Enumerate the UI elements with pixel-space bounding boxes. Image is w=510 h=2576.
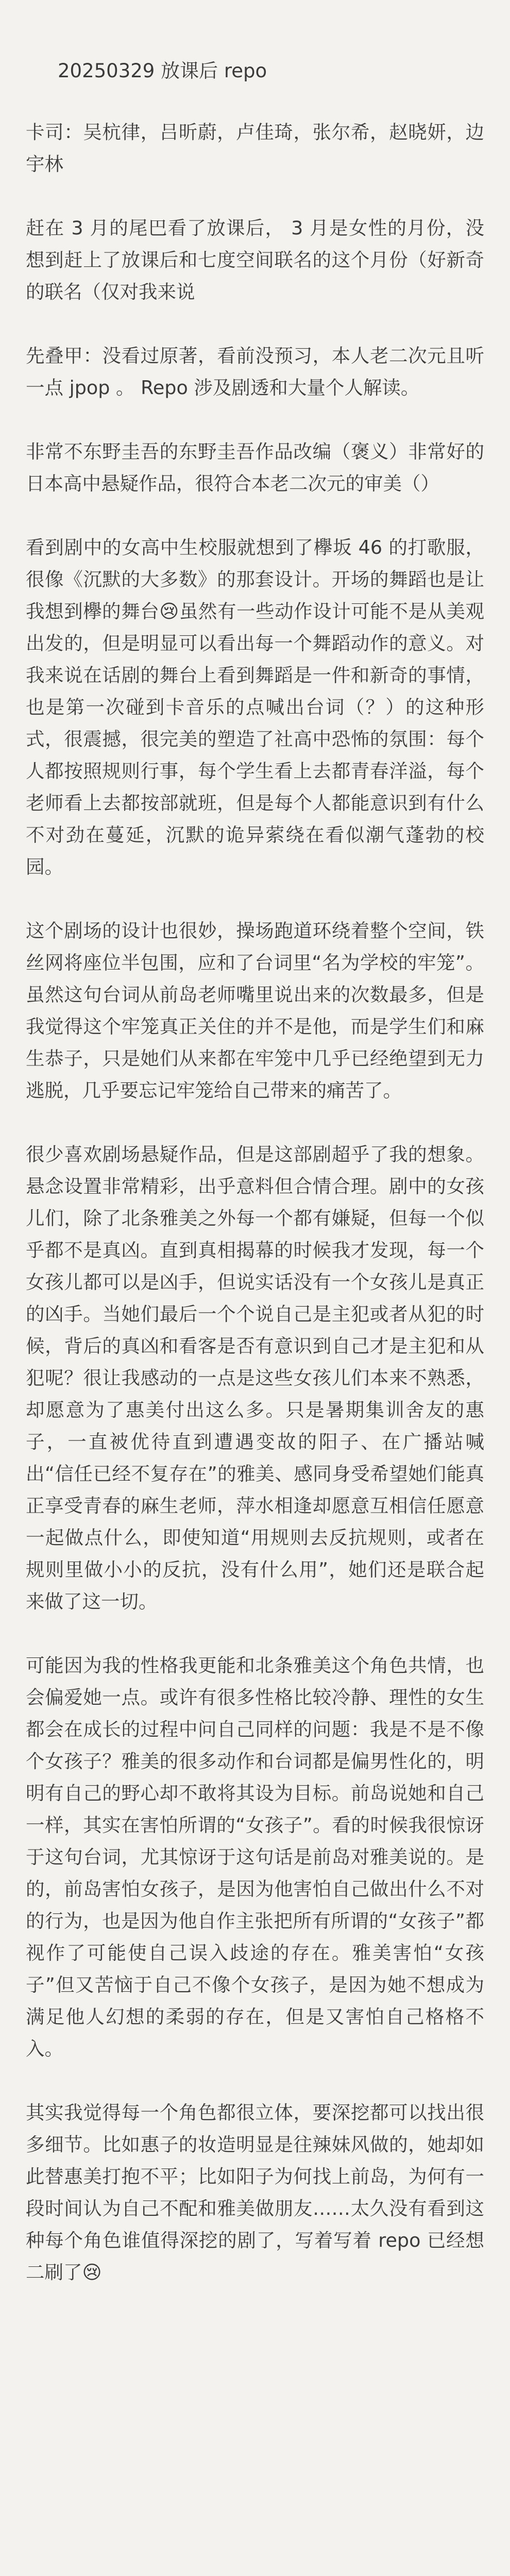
note-paragraph: 看到剧中的女高中生校服就想到了欅坂 46 的打歌服，很像《沉默的大多数》的那套设计。开场的舞蹈也是让我想到欅的舞台😢虽然有一些动作设计可能不是从美观出发的，但是明显可以看出每一个舞蹈动作的意义。对我来说在话剧的舞台上看到舞蹈是一件和新奇的事情，也是第一次碰到卡音乐的点喊出台词（？）的这种形式，很震撼，很完美的塑造了社高中恐怖的氛围：每个人都按照规则行事，每个学生看上去都青春洋溢，每个老师看上去都按部就班，但是每个人都能意识到有什么不对劲在蔓延，沉默的诡异萦绕在看似潮气蓬勃的校园。 — [26, 536, 484, 878]
note-paragraph: 非常不东野圭吾的东野圭吾作品改编（褒义）非常好的日本高中悬疑作品，很符合本老二次元的审美（） — [26, 440, 484, 495]
note-paragraph: 先叠甲：没看过原著，看前没预习，本人老二次元且听一点 jpop 。 Repo 涉及剧透和大量个人解读。 — [26, 345, 484, 399]
note-paragraph: 可能因为我的性格我更能和北条雅美这个角色共情，也会偏爱她一点。或许有很多性格比较冷静、理性的女生都会在成长的过程中问自己同样的问题：我是不是不像个女孩子？雅美的很多动作和台词都是偏男性化的，明明有自己的野心却不敢将其设为目标。前岛说她和自己一样，其实在害怕所谓的“女孩子”。看的时候我很惊讶于这句台词，尤其惊讶于这句话是前岛对雅美说的。是的，前岛害怕女孩子，是因为他害怕自己做出什么不对的行为，也是因为他自作主张把所有所谓的“女孩子”都视作了可能使自己误入歧途的存在。雅美害怕“女孩子”但又苦恼于自己不像个女孩子，是因为她不想成为满足他人幻想的柔弱的存在，但是又害怕自己格格不入。 — [26, 1654, 484, 2060]
note-paragraph-cast: 卡司：吴杭律，吕昕蔚，卢佳琦，张尔希，赵晓妍，边宇林 — [26, 121, 484, 175]
note-body — [26, 0, 484, 2320]
note-paragraph: 其实我觉得每一个角色都很立体，要深挖都可以找出很多细节。比如惠子的妆造明显是往辣妹风做的，她却如此替惠美打抱不平；比如阳子为何找上前岛，为何有一段时间认为自己不配和雅美做朋友……太久没有看到这种每个角色谁值得深挖的剧了，写着写着 repo 已经想二刷了😢 — [26, 2102, 484, 2283]
note-paragraph: 这个剧场的设计也很妙，操场跑道环绕着整个空间，铁丝网将座位半包围，应和了台词里“名为学校的牢笼”。虽然这句台词从前岛老师嘴里说出来的次数最多，但是我觉得这个牢笼真正关住的并不是他，而是学生们和麻生恭子，只是她们从来都在牢笼中几乎已经绝望到无力逃脱，几乎要忘记牢笼给自己带来的痛苦了。 — [26, 920, 484, 1101]
note-paragraph: 很少喜欢剧场悬疑作品，但是这部剧超乎了我的想象。悬念设置非常精彩，出乎意料但合情合理。剧中的女孩儿们，除了北条雅美之外每一个都有嫌疑，但每一个似乎都不是真凶。直到真相揭幕的时候我才发现，每一个女孩儿都可以是凶手，但说实话没有一个女孩儿是真正的凶手。当她们最后一个个说自己是主犯或者从犯的时候，背后的真凶和看客是否有意识到自己才是主犯和从犯呢？很让我感动的一点是这些女孩儿们本来不熟悉，却愿意为了惠美付出这么多。只是暑期集训舍友的惠子，一直被优待直到遭遇变故的阳子、在广播站喊出“信任已经不复存在”的雅美、感同身受希望她们能真正享受青春的麻生老师，萍水相逢却愿意互相信任愿意一起做点什么，即使知道“用规则去反抗规则，或者在规则里做小小的反抗，没有什么用”，她们还是联合起来做了这一切。 — [26, 1143, 484, 1613]
note-paragraph: 赶在 3 月的尾巴看了放课后， 3 月是女性的月份，没想到赶上了放课后和七度空间联名的这个月份（好新奇的联名（仅对我来说 — [26, 217, 484, 303]
note-title: 20250329 放课后 repo — [58, 60, 267, 82]
